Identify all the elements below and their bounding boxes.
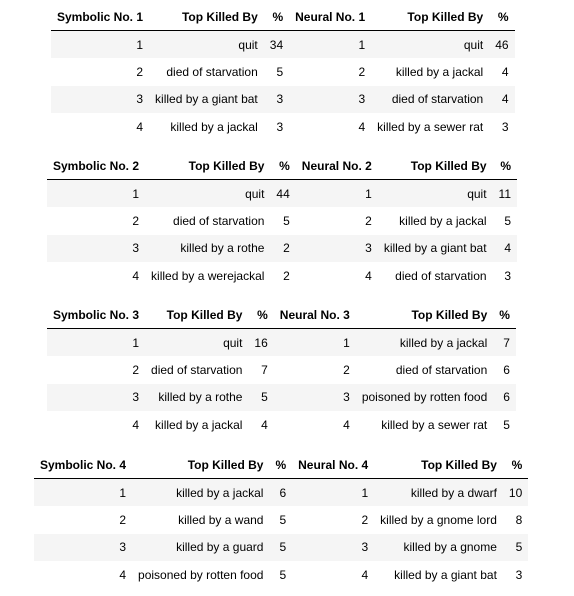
header-cell-symbolic-percent: %: [270, 152, 295, 180]
header-cell-symbolic-rank: Symbolic No. 4: [34, 451, 132, 479]
neural-rank-cell: 2: [274, 356, 356, 383]
neural-rank-cell: 3: [289, 86, 371, 113]
header-cell-neural-rank: Neural No. 2: [296, 152, 378, 180]
neural-cause-cell: died of starvation: [371, 86, 489, 113]
symbolic-cause-cell: quit: [145, 329, 248, 357]
symbolic-cause-cell: killed by a jackal: [132, 479, 269, 507]
header-cell-neural-percent: %: [489, 3, 514, 31]
header-cell-symbolic-rank: Symbolic No. 2: [47, 152, 145, 180]
header-row: [51, 3, 515, 31]
header-cell-symbolic-rank: Symbolic No. 1: [51, 3, 149, 31]
symbolic-rank-cell: 2: [51, 58, 149, 85]
neural-percent-cell: 8: [503, 506, 528, 533]
symbolic-percent-cell: 3: [264, 86, 289, 113]
neural-rank-cell: 2: [296, 207, 378, 234]
neural-rank-cell: 1: [292, 479, 374, 507]
symbolic-rank-cell: 3: [34, 534, 132, 561]
symbolic-cause-cell: died of starvation: [145, 207, 270, 234]
neural-percent-cell: 4: [489, 58, 514, 85]
header-cell-neural-rank: Neural No. 3: [274, 301, 356, 329]
header-row: [34, 451, 528, 479]
neural-rank-cell: 3: [292, 534, 374, 561]
table-row: [47, 356, 516, 383]
table-row: [51, 86, 515, 113]
neural-rank-cell: 3: [296, 235, 378, 262]
symbolic-rank-cell: 1: [34, 479, 132, 507]
header-cell-neural-cause: Top Killed By: [371, 3, 489, 31]
symbolic-cause-cell: quit: [149, 31, 264, 59]
neural-rank-cell: 1: [296, 180, 378, 208]
table-row: [47, 262, 517, 289]
header-cell-symbolic-rank: Symbolic No. 3: [47, 301, 145, 329]
header-row: [47, 152, 517, 180]
symbolic-rank-cell: 4: [34, 561, 132, 588]
neural-cause-cell: killed by a gnome: [374, 534, 503, 561]
header-cell-neural-rank: Neural No. 1: [289, 3, 371, 31]
header-row: [47, 301, 516, 329]
symbolic-cause-cell: killed by a jackal: [145, 411, 248, 438]
neural-rank-cell: 4: [274, 411, 356, 438]
header-cell-symbolic-percent: %: [264, 3, 289, 31]
symbolic-percent-cell: 6: [269, 479, 292, 507]
symbolic-rank-cell: 1: [51, 31, 149, 59]
symbolic-percent-cell: 2: [270, 235, 295, 262]
table-row: [51, 113, 515, 140]
neural-cause-cell: killed by a jackal: [371, 58, 489, 85]
symbolic-percent-cell: 5: [264, 58, 289, 85]
symbolic-rank-cell: 2: [47, 356, 145, 383]
header-cell-symbolic-cause: Top Killed By: [132, 451, 269, 479]
symbolic-cause-cell: killed by a werejackal: [145, 262, 270, 289]
neural-cause-cell: poisoned by rotten food: [356, 384, 493, 411]
table-row: [47, 180, 517, 208]
neural-percent-cell: 7: [493, 329, 516, 357]
symbolic-percent-cell: 44: [270, 180, 295, 208]
neural-rank-cell: 4: [296, 262, 378, 289]
symbolic-rank-cell: 4: [51, 113, 149, 140]
table-row: [47, 235, 517, 262]
neural-cause-cell: killed by a sewer rat: [371, 113, 489, 140]
symbolic-cause-cell: killed by a wand: [132, 506, 269, 533]
neural-percent-cell: 5: [493, 207, 517, 234]
symbolic-rank-cell: 3: [47, 384, 145, 411]
neural-percent-cell: 4: [493, 235, 517, 262]
header-cell-symbolic-cause: Top Killed By: [145, 152, 270, 180]
symbolic-cause-cell: poisoned by rotten food: [132, 561, 269, 588]
symbolic-cause-cell: quit: [145, 180, 270, 208]
table-row: [34, 479, 528, 507]
header-cell-neural-percent: %: [493, 152, 517, 180]
table-row: [47, 207, 517, 234]
symbolic-rank-cell: 4: [47, 411, 145, 438]
neural-cause-cell: died of starvation: [378, 262, 493, 289]
header-cell-symbolic-cause: Top Killed By: [149, 3, 264, 31]
symbolic-cause-cell: killed by a guard: [132, 534, 269, 561]
neural-cause-cell: killed by a jackal: [378, 207, 493, 234]
table-row: [51, 58, 515, 85]
table-row: [34, 506, 528, 533]
header-cell-symbolic-percent: %: [248, 301, 273, 329]
results-table-4: [34, 451, 528, 588]
symbolic-cause-cell: killed by a jackal: [149, 113, 264, 140]
neural-percent-cell: 5: [493, 411, 516, 438]
symbolic-rank-cell: 1: [47, 180, 145, 208]
symbolic-cause-cell: died of starvation: [145, 356, 248, 383]
table-row: [51, 31, 515, 59]
neural-cause-cell: died of starvation: [356, 356, 493, 383]
symbolic-rank-cell: 4: [47, 262, 145, 289]
header-cell-neural-rank: Neural No. 4: [292, 451, 374, 479]
symbolic-rank-cell: 3: [51, 86, 149, 113]
symbolic-percent-cell: 5: [270, 207, 295, 234]
table-row: [47, 329, 516, 357]
symbolic-percent-cell: 5: [269, 561, 292, 588]
neural-percent-cell: 46: [489, 31, 514, 59]
symbolic-percent-cell: 4: [248, 411, 273, 438]
neural-rank-cell: 4: [289, 113, 371, 140]
neural-rank-cell: 4: [292, 561, 374, 588]
table-row: [34, 561, 528, 588]
neural-percent-cell: 10: [503, 479, 528, 507]
neural-percent-cell: 3: [489, 113, 514, 140]
table-row: [47, 411, 516, 438]
symbolic-percent-cell: 2: [270, 262, 295, 289]
neural-cause-cell: killed by a dwarf: [374, 479, 503, 507]
neural-cause-cell: quit: [378, 180, 493, 208]
results-table-2: [47, 152, 517, 289]
symbolic-cause-cell: died of starvation: [149, 58, 264, 85]
results-table-1: [51, 3, 515, 140]
neural-percent-cell: 3: [503, 561, 528, 588]
symbolic-cause-cell: killed by a rothe: [145, 235, 270, 262]
neural-rank-cell: 1: [289, 31, 371, 59]
neural-rank-cell: 2: [292, 506, 374, 533]
neural-cause-cell: killed by a sewer rat: [356, 411, 493, 438]
header-cell-neural-cause: Top Killed By: [378, 152, 493, 180]
neural-percent-cell: 6: [493, 384, 516, 411]
symbolic-percent-cell: 7: [248, 356, 273, 383]
symbolic-percent-cell: 16: [248, 329, 273, 357]
symbolic-rank-cell: 3: [47, 235, 145, 262]
neural-percent-cell: 4: [489, 86, 514, 113]
neural-rank-cell: 1: [274, 329, 356, 357]
header-cell-symbolic-cause: Top Killed By: [145, 301, 248, 329]
header-cell-neural-cause: Top Killed By: [356, 301, 493, 329]
neural-cause-cell: killed by a giant bat: [374, 561, 503, 588]
header-cell-symbolic-percent: %: [269, 451, 292, 479]
table-row: [47, 384, 516, 411]
symbolic-rank-cell: 2: [47, 207, 145, 234]
neural-percent-cell: 5: [503, 534, 528, 561]
header-cell-neural-percent: %: [503, 451, 528, 479]
neural-rank-cell: 2: [289, 58, 371, 85]
neural-percent-cell: 11: [493, 180, 517, 208]
symbolic-percent-cell: 5: [269, 506, 292, 533]
neural-percent-cell: 6: [493, 356, 516, 383]
neural-cause-cell: killed by a giant bat: [378, 235, 493, 262]
symbolic-rank-cell: 2: [34, 506, 132, 533]
symbolic-percent-cell: 5: [269, 534, 292, 561]
symbolic-percent-cell: 34: [264, 31, 289, 59]
neural-percent-cell: 3: [493, 262, 517, 289]
neural-rank-cell: 3: [274, 384, 356, 411]
neural-cause-cell: killed by a jackal: [356, 329, 493, 357]
symbolic-cause-cell: killed by a giant bat: [149, 86, 264, 113]
symbolic-percent-cell: 3: [264, 113, 289, 140]
symbolic-cause-cell: killed by a rothe: [145, 384, 248, 411]
symbolic-percent-cell: 5: [248, 384, 273, 411]
symbolic-rank-cell: 1: [47, 329, 145, 357]
neural-cause-cell: killed by a gnome lord: [374, 506, 503, 533]
header-cell-neural-percent: %: [493, 301, 516, 329]
table-row: [34, 534, 528, 561]
neural-cause-cell: quit: [371, 31, 489, 59]
header-cell-neural-cause: Top Killed By: [374, 451, 503, 479]
results-table-3: [47, 301, 516, 438]
